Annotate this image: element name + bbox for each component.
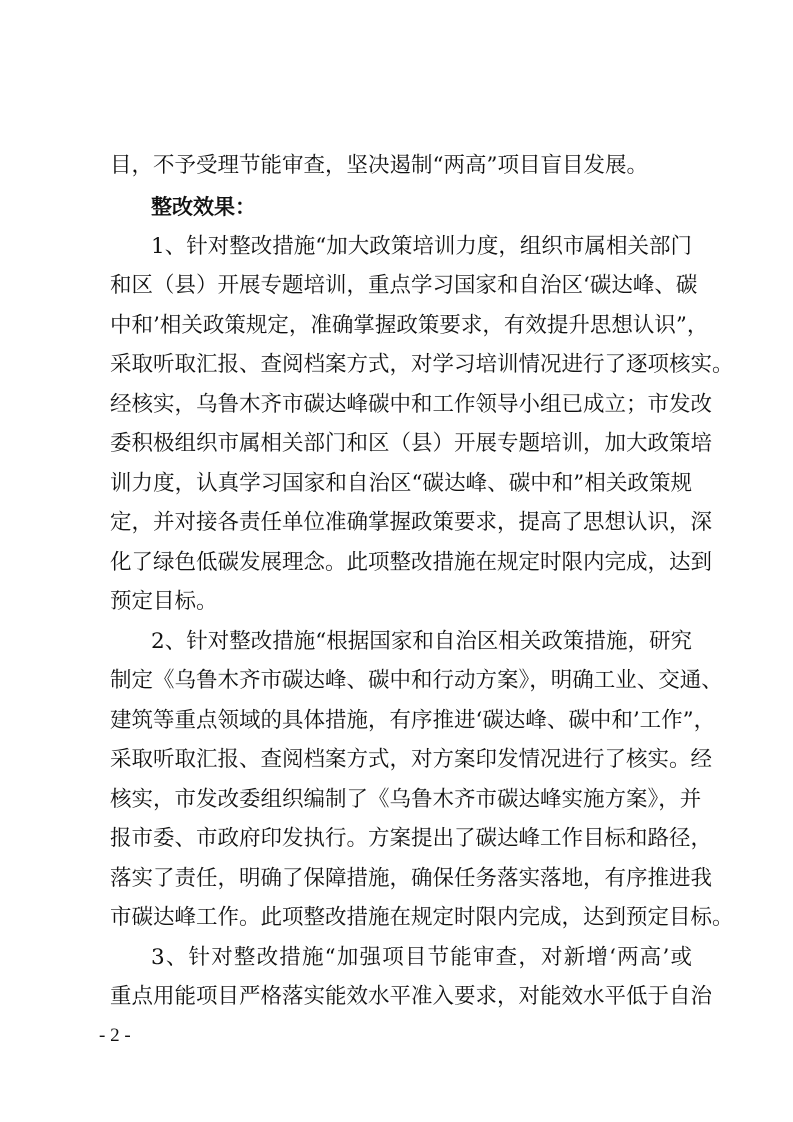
page-number: - 2 - [99, 1025, 131, 1046]
text-line: 采取听取汇报、查阅档案方式，对学习培训情况进行了逐项核实。 [110, 352, 734, 377]
text-line: 市碳达峰工作。此项整改措施在规定时限内完成，达到预定目标。 [110, 905, 734, 930]
text-line: 1、针对整改措施“加大政策培训力度，组织市属相关部门 [151, 234, 692, 259]
text-line: 建筑等重点领域的具体措施，有序推进‘碳达峰、碳中和’工作”， [110, 708, 716, 733]
text-line: 中和’相关政策规定，准确掌握政策要求，有效提升思想认识”， [110, 313, 709, 338]
text-line: 目，不予受理节能审查，坚决遏制“两高”项目盲目发展。 [110, 153, 648, 178]
text-line: 和区（县）开展专题培训，重点学习国家和自治区‘碳达峰、碳 [110, 273, 698, 298]
section-heading: 整改效果： [151, 195, 256, 219]
text-line: 化了绿色低碳发展理念。此项整改措施在规定时限内完成，达到 [110, 550, 713, 575]
text-line: 采取听取汇报、查阅档案方式，对方案印发情况进行了核实。经 [110, 747, 713, 772]
text-line: 重点用能项目严格落实能效水平准入要求，对能效水平低于自治 [110, 984, 713, 1009]
text-line: 训力度，认真学习国家和自治区“碳达峰、碳中和”相关政策规 [110, 471, 692, 496]
text-line: 核实，市发改委组织编制了《乌鲁木齐市碳达峰实施方案》，并 [110, 787, 702, 812]
text-line: 定，并对接各责任单位准确掌握政策要求，提高了思想认识，深 [110, 510, 713, 535]
text-line: 报市委、市政府印发执行。方案提出了碳达峰工作目标和路径， [110, 826, 713, 851]
text-line: 3、针对整改措施“加强项目节能审查，对新增‘两高’或 [151, 945, 692, 970]
text-line: 委积极组织市属相关部门和区（县）开展专题培训，加大政策培 [110, 431, 713, 456]
text-line: 落实了责任，明确了保障措施，确保任务落实落地，有序推进我 [110, 866, 713, 891]
text-line: 预定目标。 [110, 589, 218, 614]
text-line: 经核实，乌鲁木齐市碳达峰碳中和工作领导小组已成立；市发改 [110, 392, 713, 417]
text-line: 2、针对整改措施“根据国家和自治区相关政策措施，研究 [151, 629, 692, 654]
text-line: 制定《乌鲁木齐市碳达峰、碳中和行动方案》，明确工业、交通、 [110, 668, 723, 693]
